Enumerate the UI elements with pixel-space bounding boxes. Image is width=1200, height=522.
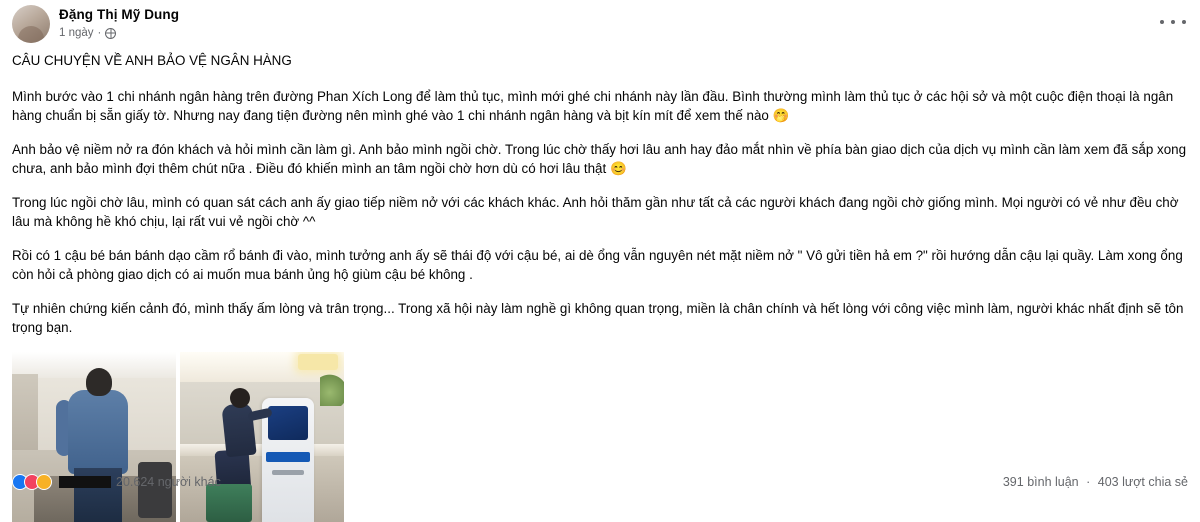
post-photo-1[interactable]	[12, 352, 176, 522]
post-paragraph-1: Mình bước vào 1 chi nhánh ngân hàng trên đường Phan Xích Long để làm thủ tục, mình mới ghé chi nhánh này lần đầu. Bình thường mình làm thủ tục ở các hội sở và một cuộc điện thoại là ngân hàng chuẩn bị sẵn giấy tờ. Nhưng nay đang tiện đường nên mình ghé vào 1 chi nhánh ngân hàng và bịt kín mít để xem thế nào 🤭	[12, 89, 1174, 124]
post-body	[12, 46, 1188, 337]
post-title: CÂU CHUYỆN VỀ ANH BẢO VỆ NGÂN HÀNG	[12, 53, 292, 68]
ellipsis-icon[interactable]	[1160, 12, 1186, 32]
post-footer	[12, 474, 1188, 490]
avatar[interactable]	[12, 5, 50, 43]
post-paragraph-4: Rồi có 1 cậu bé bán bánh dạo cầm rổ bánh đi vào, mình tưởng anh ấy sẽ thái độ với cậu bé, ai dè ổng vẫn nguyên nét mặt niềm nở " Vô gửi tiền hả em ?" rồi hướng dẫn cậu lại quầy. Làm xong ổng còn hỏi cả phòng giao dịch có ai muốn mua bánh ủng hộ giùm cậu bé không .	[12, 248, 1183, 283]
comments-count[interactable]: 391 bình luận	[1002, 475, 1079, 489]
reactions-summary[interactable]	[12, 474, 221, 490]
post-photo-2[interactable]	[180, 352, 344, 522]
author-name[interactable]: Đặng Thị Mỹ Dung	[59, 7, 180, 23]
post-author-block	[59, 7, 179, 40]
footer-separator: ·	[1086, 475, 1091, 489]
post-time[interactable]: 1 ngày	[59, 27, 94, 40]
shares-count[interactable]: 403 lượt chia sẻ	[1097, 475, 1188, 489]
reaction-icons	[12, 474, 52, 490]
post-header	[12, 0, 1188, 46]
post-meta	[59, 26, 179, 40]
reactions-count[interactable]: 20.624 người khác	[116, 475, 221, 489]
post-paragraph-3: Trong lúc ngồi chờ lâu, mình có quan sát cách anh ấy giao tiếp niềm nở với các khách khác. Anh hỏi thăm gần như tất cả các người khách đang ngồi chờ giống mình. Mọi người có vẻ như đều chờ lâu mà không hề khó chịu, lại rất vui vẻ ngồi chờ ^^	[12, 195, 1179, 230]
meta-separator: ·	[97, 27, 102, 40]
care-icon	[36, 474, 52, 490]
post-paragraph-2: Anh bảo vệ niềm nở ra đón khách và hỏi mình cần làm gì. Anh bảo mình ngồi chờ. Trong lúc chờ thấy hơi lâu anh hay đảo mắt nhìn về phía bàn giao dịch của dịch vụ mình cần làm xem đã sắp xong chưa, anh bảo mình đợi thêm chút nữa . Điều đó khiến mình an tâm ngồi chờ hơn dù có hơi lâu thật 😊	[12, 142, 1187, 177]
comments-shares-summary	[1003, 475, 1188, 489]
post-paragraph-5: Tự nhiên chứng kiến cảnh đó, mình thấy ấm lòng và trân trọng... Trong xã hội này làm nghề gì không quan trọng, miền là chân chính và hết lòng với công việc mình làm, người khác nhất định sẽ tôn trọng bạn.	[12, 301, 1184, 336]
redacted-names	[59, 476, 111, 488]
globe-icon[interactable]	[105, 28, 116, 39]
post-photos	[12, 352, 1188, 522]
